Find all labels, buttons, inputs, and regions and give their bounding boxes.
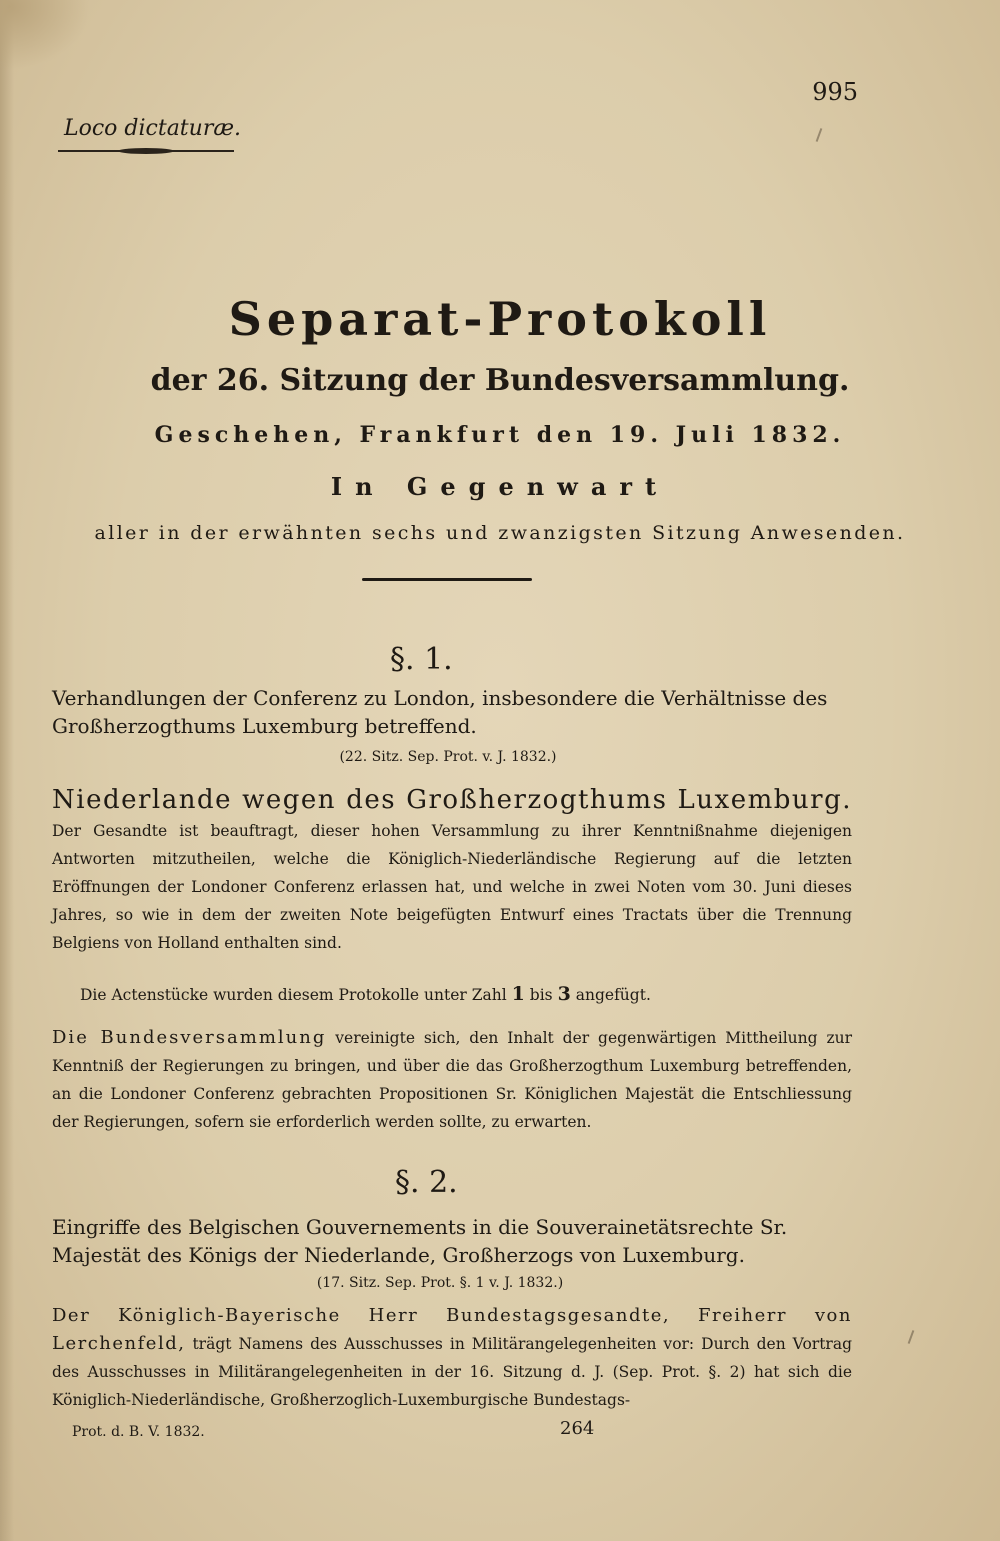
- section-1-number: §. 1.: [390, 642, 453, 677]
- footer-signature: Prot. d. B. V. 1832.: [72, 1424, 205, 1440]
- page-title: Separat-Protokoll: [228, 292, 772, 346]
- section-2-reference: (17. Sitz. Sep. Prot. §. 1 v. J. 1832.): [316, 1275, 564, 1291]
- dateline: Geschehen, Frankfurt den 19. Juli 1832.: [154, 422, 846, 448]
- page-number: 995: [812, 78, 858, 106]
- paragraph-lead: Die Bundesversammlung: [52, 1027, 327, 1048]
- paragraph-text: angefügt.: [575, 986, 651, 1004]
- attachment-number-end: 3: [557, 983, 571, 1005]
- attendance-line: aller in der erwähnten sechs und zwanzigsten Sitzung Anwesenden.: [94, 522, 906, 544]
- footer-page-number: 264: [560, 1418, 595, 1439]
- print-speck: [816, 128, 823, 142]
- page-subtitle: der 26. Sitzung der Bundesversammlung.: [150, 363, 850, 398]
- corner-stain: [0, 0, 90, 70]
- section-2-heading: Eingriffe des Belgischen Gouvernements in die Souverainetätsrechte Sr. Majestät des Königs der Niederlande, Großherzogs von Luxemburg.: [52, 1215, 788, 1267]
- loco-underline: [58, 150, 234, 152]
- section-2-paragraph-1: [52, 1302, 852, 1414]
- divider-rule: [362, 578, 532, 581]
- presence-heading: In Gegenwart: [330, 472, 670, 501]
- paragraph-text: bis: [529, 986, 553, 1004]
- loco-dictaturae: Loco dictaturæ.: [64, 116, 242, 141]
- paragraph-lead: Niederlande wegen des Großherzogthums Luxemburg.: [52, 785, 852, 815]
- page-edge-shadow: [0, 0, 14, 1541]
- paragraph-text: Die Actenstücke wurden diesem Protokolle unter Zahl: [80, 986, 507, 1004]
- paragraph-body: vereinigte sich, den Inhalt der gegenwärtigen Mittheilung zur Kenntniß der Regierungen zu bringen, und über die das Großherzogthum Luxemburg betreffenden, an die Londoner Conferenz gebrachten Propositionen Sr. Königlichen Majestät die Entschliessung der Regierungen, sofern sie erforderlich werden sollte, zu erwarten.: [52, 1029, 852, 1131]
- section-1-paragraph-1: [52, 786, 852, 957]
- section-1-paragraph-3: [52, 1024, 852, 1136]
- paragraph-lead: Der Königlich-Bayerische Herr Bundestagsgesandte, Freiherr von Lerchenfeld,: [52, 1305, 852, 1354]
- paragraph-body: trägt Namens des Ausschusses in Militärangelegenheiten vor: Durch den Vortrag des Ausschusses in Militärangelegenheiten in der 16. Sitzung d. J. (Sep. Prot. §. 2) hat sich die Königlich-Niederländische, Großherzoglich-Luxemburgische Bundestags-: [52, 1335, 852, 1409]
- paragraph-body: Der Gesandte ist beauftragt, dieser hohen Versammlung zu ihrer Kenntnißnahme diejenigen Antworten mitzutheilen, welche die Königlich-Niederländische Regierung auf die letzten Eröffnungen der Londoner Conferenz erlassen hat, und welche in zwei Noten vom 30. Juni dieses Jahres, so wie in dem der zweiten Note beigefügten Entwurf eines Tractats über die Trennung Belgiens von Holland enthalten sind.: [52, 822, 852, 952]
- section-1-heading: Verhandlungen der Conferenz zu London, insbesondere die Verhältnisse des Großherzogthums Luxemburg betreffend.: [52, 686, 828, 738]
- print-speck: [908, 1330, 915, 1344]
- section-1-paragraph-2: [80, 980, 850, 1009]
- attachment-number-start: 1: [511, 983, 525, 1005]
- section-1-reference: (22. Sitz. Sep. Prot. v. J. 1832.): [339, 749, 557, 765]
- section-2-number: §. 2.: [395, 1165, 458, 1200]
